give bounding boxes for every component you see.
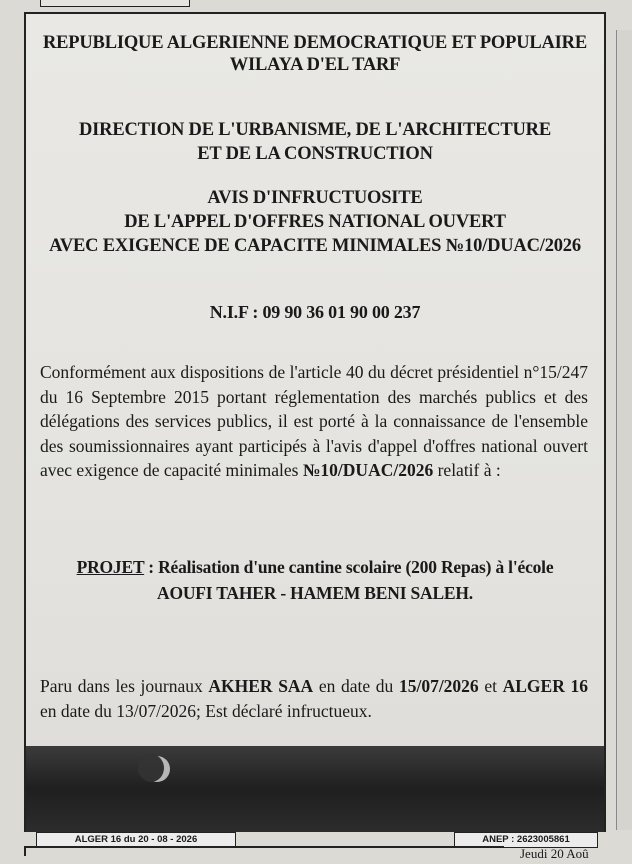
projet-label: PROJET (76, 557, 145, 577)
paru-text-4: en date du 13/07/2026; Est déclaré infructueux. (40, 701, 372, 721)
header-block (26, 32, 604, 76)
adjacent-column-edge (616, 30, 632, 830)
title-line-1: AVIS D'INFRUCTUOSITE (207, 188, 423, 208)
paru-journal-1: AKHER SAA (208, 676, 314, 696)
crescent-icon (144, 756, 170, 782)
top-strip (40, 0, 190, 7)
projet-sep: : (144, 557, 159, 577)
paru-paragraph (40, 674, 588, 724)
body-ref: №10/DUAC/2026 (302, 460, 434, 480)
nif-line: N.I.F : 09 90 36 01 90 00 237 (209, 302, 421, 322)
title-line-2: DE L'APPEL D'OFFRES NATIONAL OUVERT (124, 212, 506, 232)
next-page-date: Jeudi 20 Aoû (520, 846, 589, 861)
title-block (26, 186, 604, 258)
projet-text-1: Réalisation d'une cantine scolaire (200 Repas) à l'école (158, 557, 554, 577)
paru-text-1: Paru dans les journaux (40, 676, 209, 696)
direction-line-1: DIRECTION DE L'URBANISME, DE L'ARCHITECTURE (79, 120, 551, 140)
paru-text-3: et (478, 676, 503, 696)
projet-text-2: AOUFI TAHER - HAMEM BENI SALEH. (157, 583, 473, 603)
footer-publication-label: ALGER 16 du 20 - 08 - 2026 (36, 832, 236, 848)
paru-date-1: 15/07/2026 (398, 676, 479, 696)
republic-line: REPUBLIQUE ALGERIENNE DEMOCRATIQUE ET POPULAIRE (43, 33, 587, 53)
notice-box (24, 12, 606, 845)
body-paragraph (40, 360, 588, 483)
projet-block (26, 554, 604, 606)
direction-block (26, 118, 604, 166)
body-text: Conformément aux dispositions de l'article 40 du décret présidentiel n°15/247 du 16 Septembre 2015 portant réglementation des marchés publics et des délégations des services publics, il est porté à la connaissance de l'ensemble des soumissionnaires ayant participés à l'avis d'appel d'offres national ouvert avec exigence de capacité minimales (40, 362, 588, 480)
projet-line-1 (26, 554, 604, 580)
footer-anep-label: ANEP : 2623005861 (454, 832, 598, 848)
title-line-3: AVEC EXIGENCE DE CAPACITE MINIMALES №10/DUAC/2026 (49, 236, 581, 256)
bottom-rule (24, 846, 504, 856)
body-tail: relatif à : (433, 460, 501, 480)
decorative-dark-band (26, 746, 604, 832)
paru-text-2: en date du (313, 676, 399, 696)
paru-journal-2: ALGER 16 (502, 676, 588, 696)
wilaya-line: WILAYA D'EL TARF (229, 55, 401, 75)
direction-line-2: ET DE LA CONSTRUCTION (197, 144, 433, 164)
